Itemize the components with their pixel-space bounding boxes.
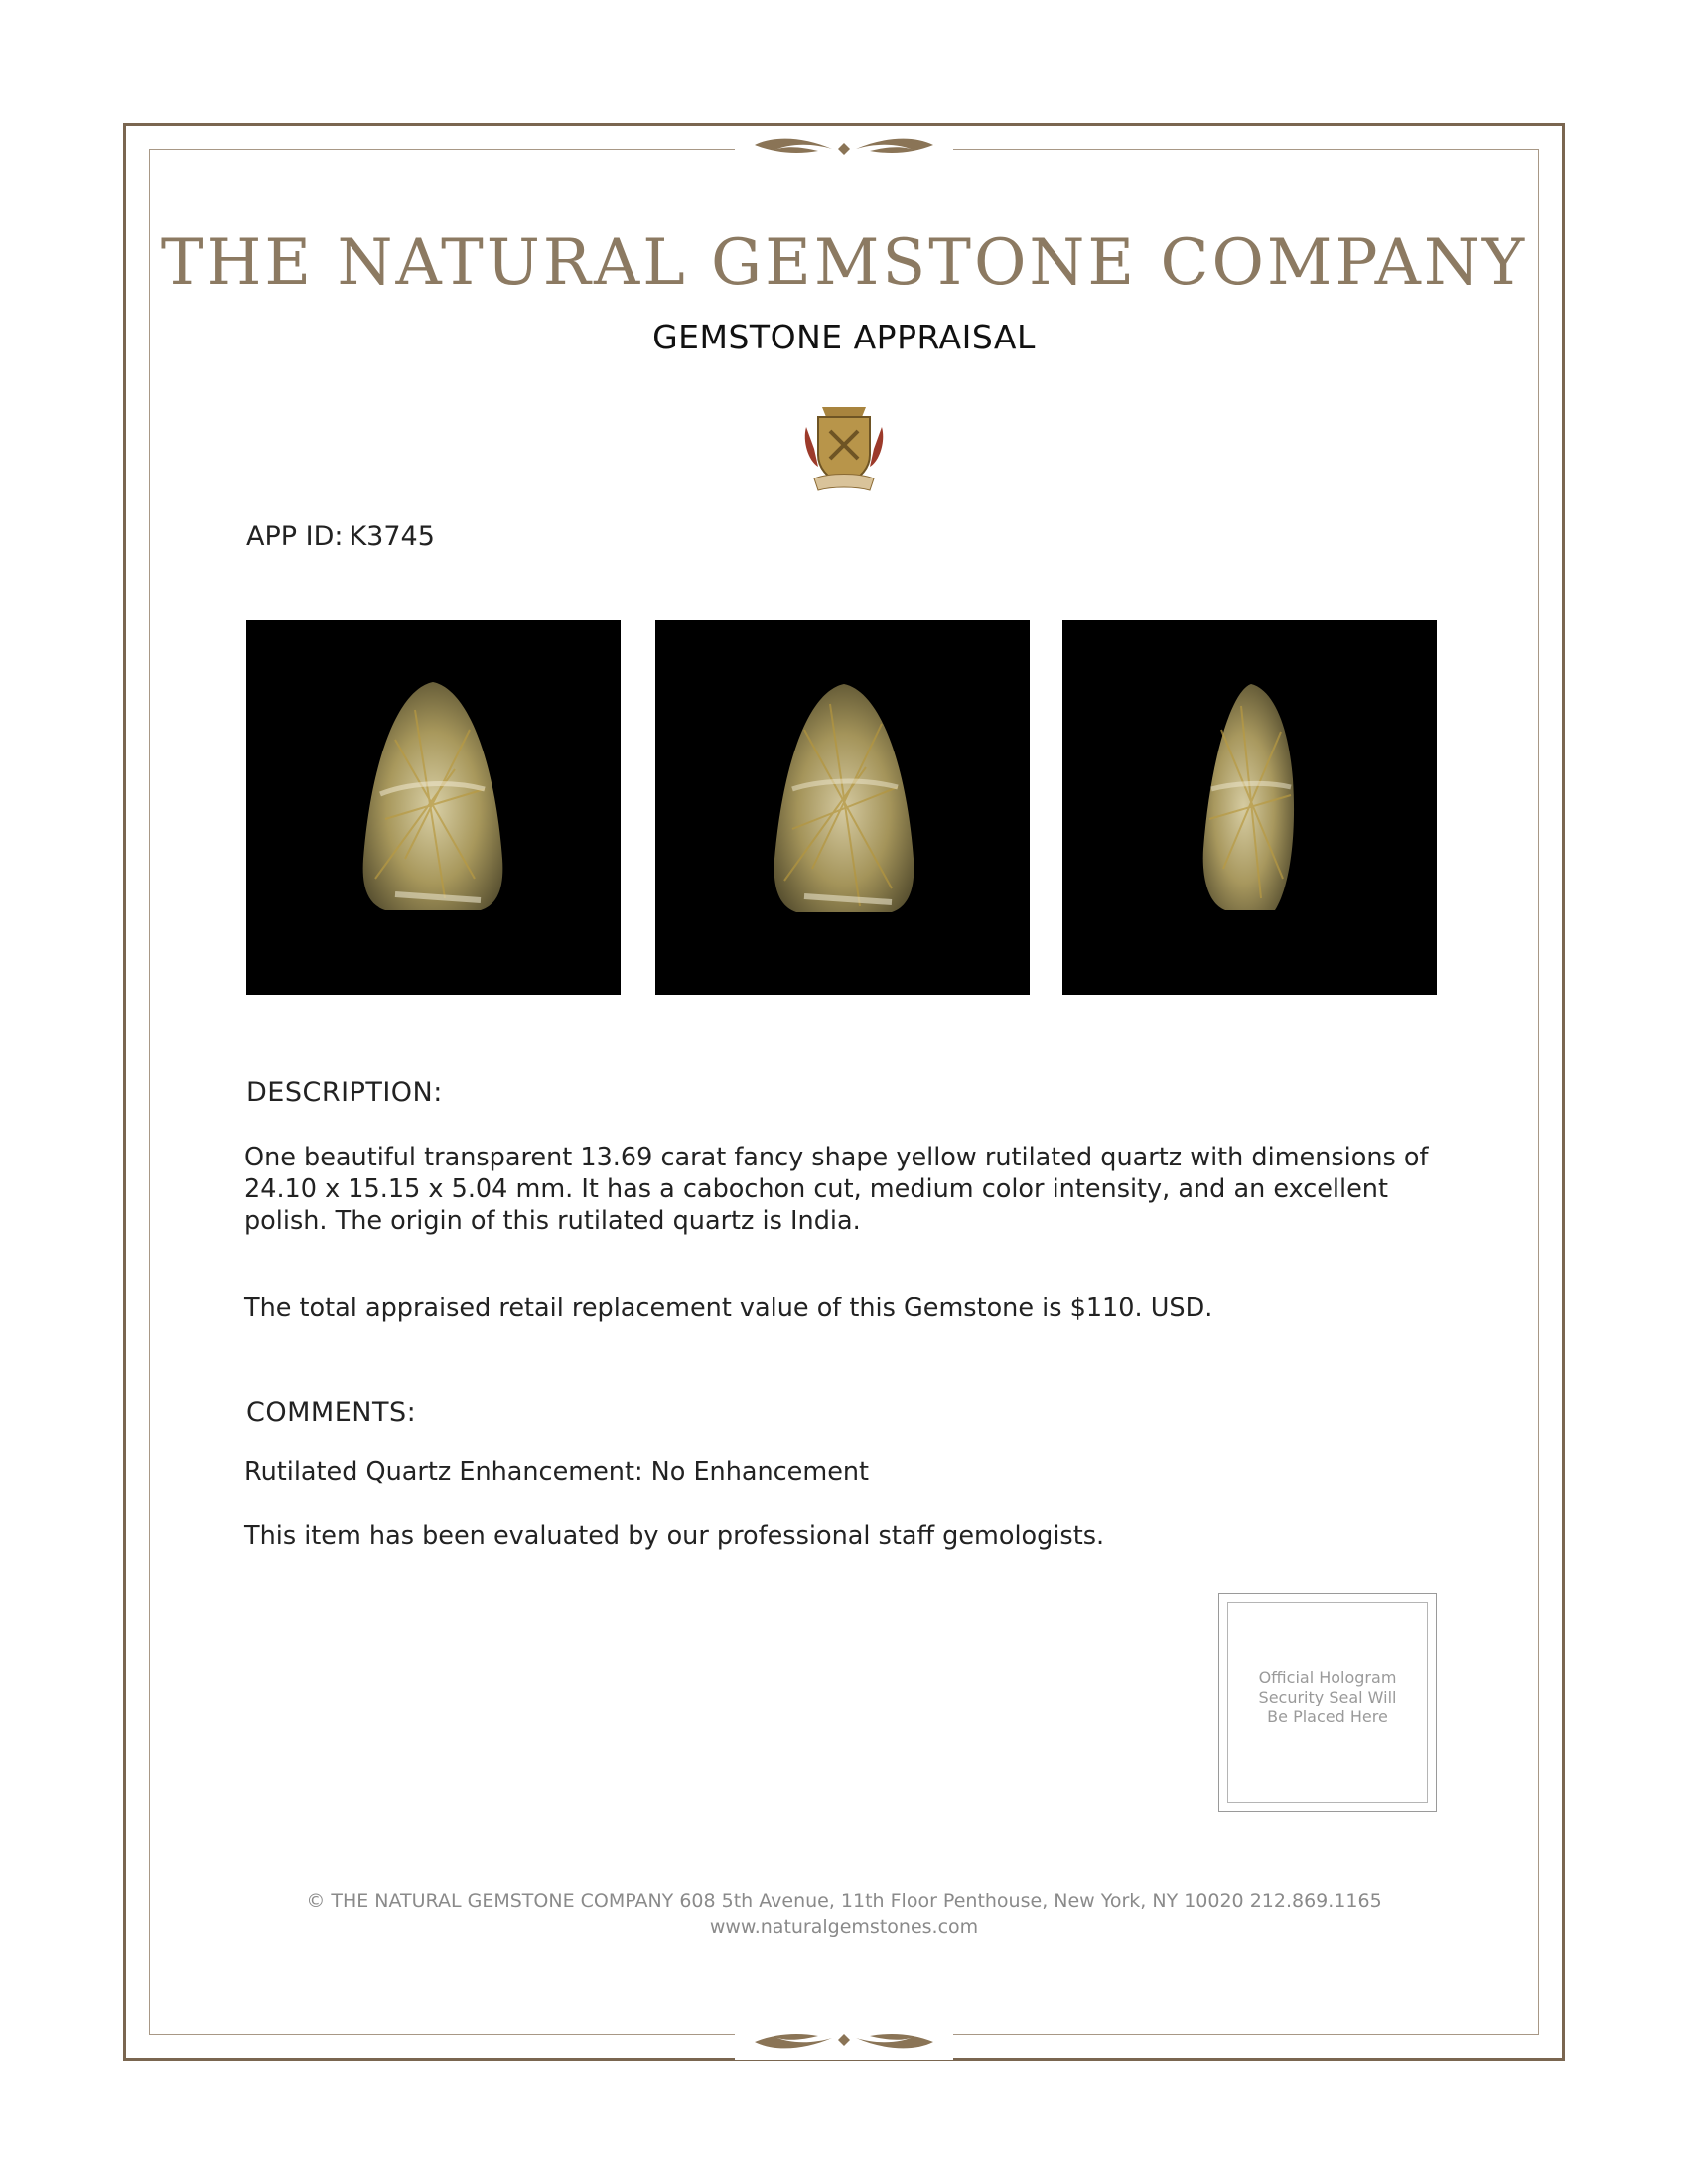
company-crest-icon [800,401,888,496]
document-title: GEMSTONE APPRAISAL [652,318,1036,356]
seal-line-3: Be Placed Here [1267,1707,1388,1726]
enhancement-comment: Rutilated Quartz Enhancement: No Enhancement [244,1457,870,1487]
gem-photo-angle [655,620,1030,995]
evaluation-comment: This item has been evaluated by our professional staff gemologists. [244,1521,1105,1551]
description-paragraph: One beautiful transparent 13.69 carat fancy shape yellow rutilated quartz with dimensions of 24.10 x 15.15 x 5.04 mm. It has a cabochon cut, medium color intensity, and an excellent polish. The origin of this rutilated quartz is India. [244,1143,1429,1236]
gem-photo-side [1062,620,1437,995]
comments-heading: COMMENTS: [246,1397,417,1428]
top-ornament [735,129,953,169]
bottom-ornament [735,2020,953,2060]
app-id-value: K3745 [349,521,435,552]
footer-address: © THE NATURAL GEMSTONE COMPANY 608 5th Avenue, 11th Floor Penthouse, New York, NY 10020 212.869.1165 [306,1890,1382,1912]
hologram-seal-text [1227,1668,1428,1727]
seal-line-1: Official Hologram [1258,1668,1397,1687]
appraised-value: The total appraised retail replacement value of this Gemstone is $110. USD. [244,1294,1213,1323]
app-id-label: APP ID: [246,521,344,552]
app-id [246,521,435,552]
company-title: THE NATURAL GEMSTONE COMPANY [160,226,1528,300]
description-heading: DESCRIPTION: [246,1077,443,1108]
gem-photo-front [246,620,621,995]
seal-line-2: Security Seal Will [1258,1688,1397,1706]
footer-website: www.naturalgemstones.com [709,1916,979,1938]
